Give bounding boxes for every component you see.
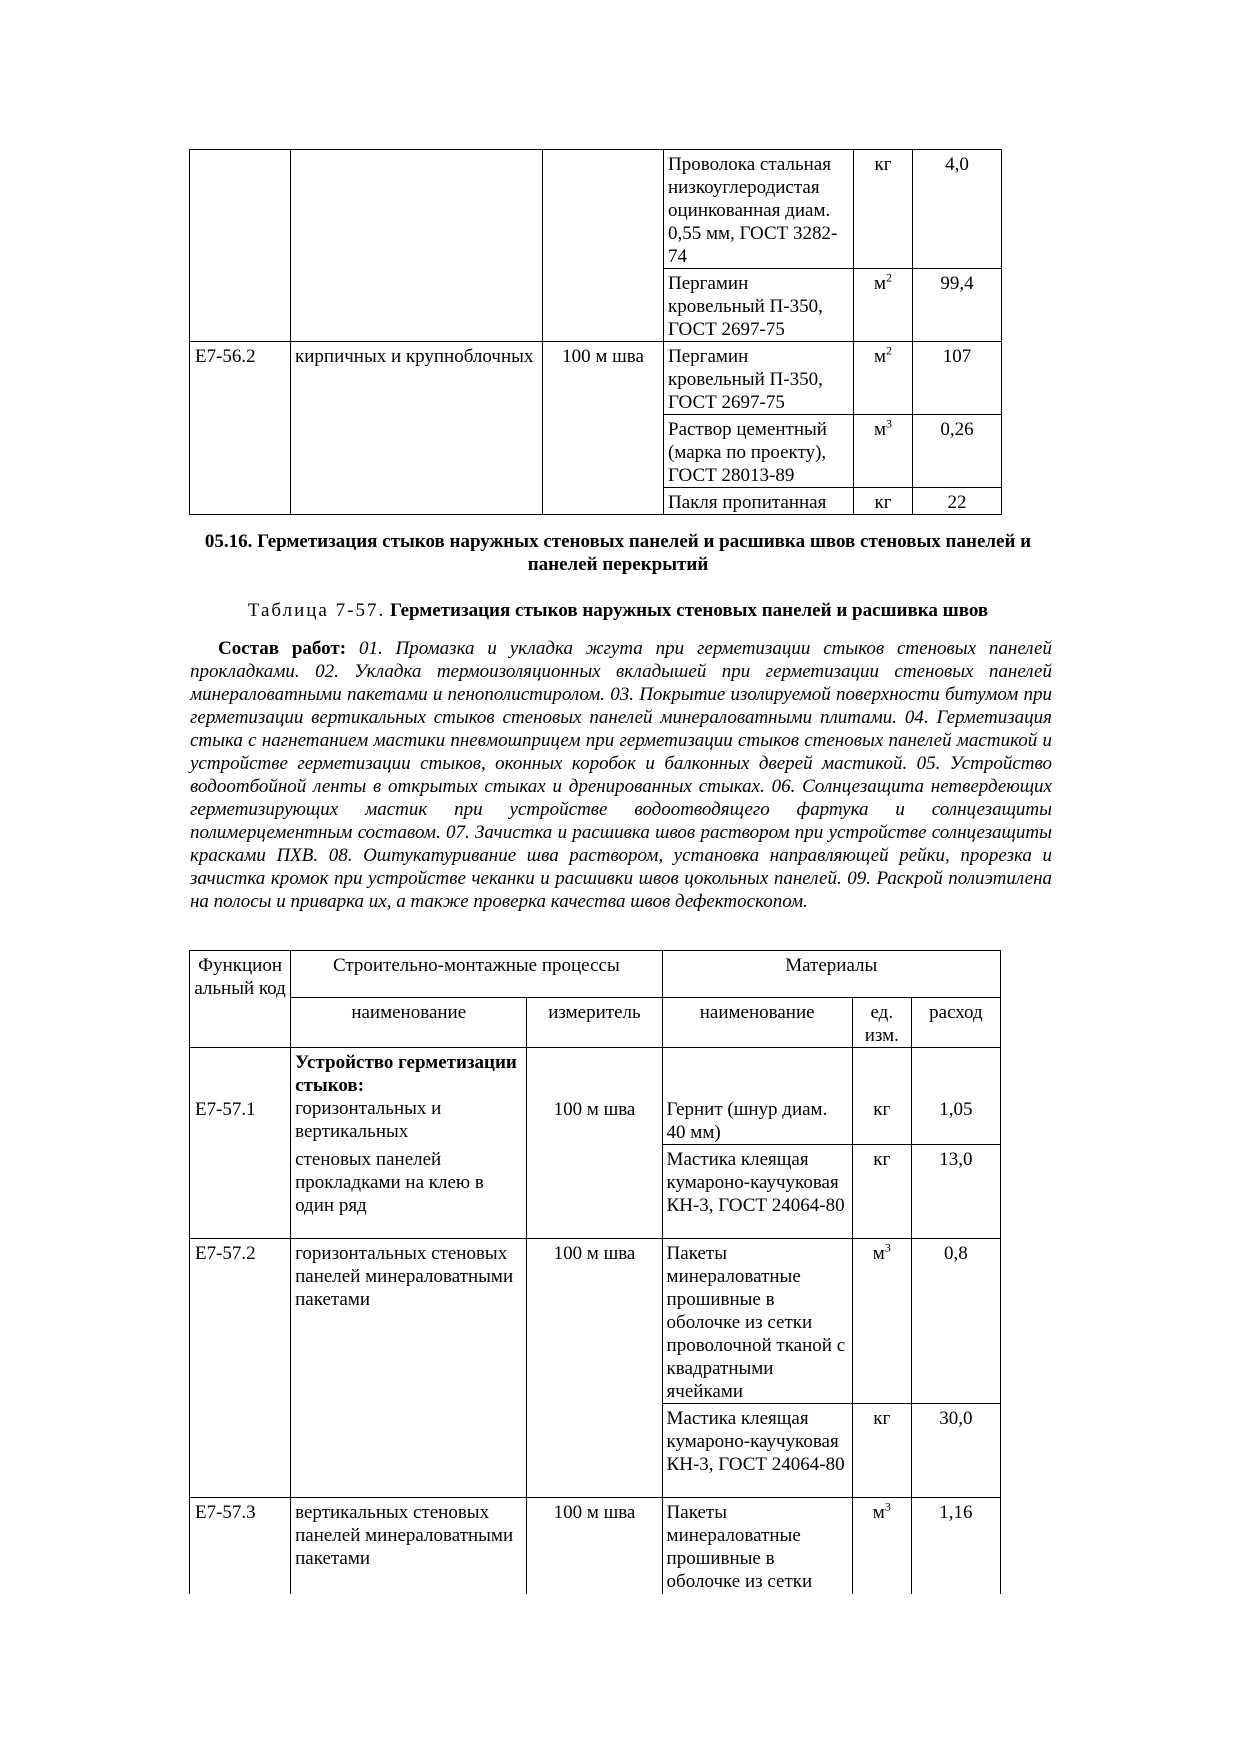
- table-caption: [190, 599, 1046, 622]
- table-row: [190, 269, 1002, 342]
- header-materials: Материалы: [662, 951, 1000, 998]
- table-row: [190, 1048, 1001, 1145]
- header-material-amount: расход: [911, 998, 1000, 1048]
- material-unit: кг: [854, 150, 913, 269]
- table-row: [190, 1404, 1001, 1498]
- table-row: [190, 415, 1002, 488]
- material-unit: $м^3$: [852, 1498, 911, 1594]
- table-cell: [291, 488, 543, 515]
- composition-lead: Состав работ:: [218, 638, 347, 659]
- table-cell: [543, 150, 664, 269]
- material-unit: кг: [852, 1145, 911, 1239]
- functional-code: Е7-57.2: [190, 1239, 291, 1404]
- table-cell: [543, 415, 664, 488]
- table-cell: [291, 415, 543, 488]
- material-amount: 0,26: [913, 415, 1002, 488]
- material-name: Пергамин кровельный П-350, ГОСТ 2697-75: [664, 269, 854, 342]
- table-row: [190, 1498, 1001, 1594]
- table-cell: [291, 1404, 527, 1498]
- continued-table: [189, 149, 1002, 515]
- material-amount: 0,8: [911, 1239, 1000, 1404]
- material-name: Мастика клеящая кумароно-каучуковая КН-3, ГОСТ 24064-80: [662, 1404, 852, 1498]
- material-unit: $м^3$: [854, 415, 913, 488]
- table-cell: [527, 1404, 662, 1498]
- table-cell: [190, 1404, 291, 1498]
- functional-code: Е7-56.2: [190, 342, 291, 415]
- table-caption-title: Герметизация стыков наружных стеновых панелей и расшивка швов: [389, 600, 989, 621]
- table-cell: [291, 150, 543, 269]
- table-row: [190, 342, 1002, 415]
- table-header-row: [190, 951, 1001, 998]
- header-material-name: наименование: [662, 998, 852, 1048]
- header-process-name: наименование: [291, 998, 527, 1048]
- functional-code: Е7-57.3: [190, 1498, 291, 1594]
- table-cell: [190, 269, 291, 342]
- material-amount: 1,05: [911, 1048, 1000, 1145]
- process-name-part: горизонтальных и вертикальных: [295, 1098, 442, 1142]
- process-name: горизонтальных стеновых панелей минераловатными пакетами: [291, 1239, 527, 1404]
- material-unit: кг: [854, 488, 913, 515]
- table-cell: [190, 1145, 291, 1239]
- table-row: [190, 1145, 1001, 1239]
- process-meter: 100 м шва: [527, 1048, 662, 1145]
- material-unit: $м^3$: [852, 1239, 911, 1404]
- header-material-unit: ед. изм.: [852, 998, 911, 1048]
- material-amount: 99,4: [913, 269, 1002, 342]
- material-unit: $м^2$: [854, 342, 913, 415]
- process-name-part: стеновых панелей прокладками на клею в один ряд: [291, 1145, 527, 1239]
- material-amount: 13,0: [911, 1145, 1000, 1239]
- functional-code: Е7-57.1: [190, 1048, 291, 1145]
- table-caption-label: Таблица 7-57.: [247, 600, 386, 621]
- process-meter: 100 м шва: [543, 342, 664, 415]
- table-cell: [190, 488, 291, 515]
- header-process-meter: измеритель: [527, 998, 662, 1048]
- material-amount: 107: [913, 342, 1002, 415]
- material-name: Раствор цементный (марка по проекту), ГОСТ 28013-89: [664, 415, 854, 488]
- process-name: [291, 1048, 527, 1145]
- table-row: [190, 150, 1002, 269]
- process-name: вертикальных стеновых панелей минераловатными пакетами: [291, 1498, 527, 1594]
- table-header-row: [190, 998, 1001, 1048]
- header-code: Функцион альный код: [190, 951, 291, 1048]
- table-row: [190, 1239, 1001, 1404]
- material-name: Пергамин кровельный П-350, ГОСТ 2697-75: [664, 342, 854, 415]
- material-unit: кг: [852, 1048, 911, 1145]
- table-cell: [190, 415, 291, 488]
- material-name: Гернит (шнур диам. 40 мм): [662, 1048, 852, 1145]
- process-name: кирпичных и крупноблочных: [291, 342, 543, 415]
- section-heading: 05.16. Герметизация стыков наружных стеновых панелей и расшивка швов стеновых панелей и панелей перекрытий: [204, 531, 1032, 575]
- material-unit: кг: [852, 1404, 911, 1498]
- table-cell: [190, 150, 291, 269]
- table-row: [190, 488, 1002, 515]
- material-amount: 22: [913, 488, 1002, 515]
- table-cell: [543, 488, 664, 515]
- process-meter: 100 м шва: [527, 1498, 662, 1594]
- group-title: Устройство герметизации стыков:: [295, 1052, 517, 1096]
- material-amount: 4,0: [913, 150, 1002, 269]
- composition-text: 01. Промазка и укладка жгута при герметизации стыков стеновых панелей прокладками. 02. Укладка термоизоляционных вкладышей при герметизации стеновых панелей минераловатными пакетами и пенополистиролом. 03. Покрытие изолируемой поверхности битумом при герметизации вертикальных стыков стеновых панелей минераловатными плитами. 04. Герметизация стыка с нагнетанием мастики пневмошприцем при герметизации стыков стеновых панелей мастикой и устройстве герметизации стыков, оконных коробок и балконных дверей мастикой. 05. Устройство водоотбойной ленты в открытых стыках и дренированных стыках. 06. Солнцезащита нетвердеющих герметизирующих мастик при устройстве водоотводящего фартука и солнцезащиты полимерцементным составом. 07. Зачистка и расшивка швов раствором при устройстве солнцезащиты красками ПХВ. 08. Оштукатуривание шва раствором, установка направляющей рейки, прорезка и зачистка кромок при устройстве чеканки и расшивки швов цокольных панелей. 09. Раскрой полиэтилена на полосы и приварка их, а также проверка качества швов дефектоскопом.: [190, 638, 1052, 912]
- material-name: Пакля пропитанная: [664, 488, 854, 515]
- material-amount: 1,16: [911, 1498, 1000, 1594]
- table-cell: [527, 1145, 662, 1239]
- material-name: Мастика клеящая кумароно-каучуковая КН-3, ГОСТ 24064-80: [662, 1145, 852, 1239]
- table-cell: [291, 269, 543, 342]
- header-processes: Строительно-монтажные процессы: [291, 951, 662, 998]
- material-name: Проволока стальная низкоуглеродистая оцинкованная диам. 0,55 мм, ГОСТ 3282-74: [664, 150, 854, 269]
- material-name: Пакеты минераловатные прошивные в оболочке из сетки проволочной тканой с квадратными ячейками: [662, 1239, 852, 1404]
- table-cell: [543, 269, 664, 342]
- composition-paragraph: [190, 637, 1052, 913]
- process-meter: 100 м шва: [527, 1239, 662, 1404]
- material-amount: 30,0: [911, 1404, 1000, 1498]
- material-name: Пакеты минераловатные прошивные в оболочке из сетки: [662, 1498, 852, 1594]
- norms-table: [189, 950, 1001, 1594]
- material-unit: $м^2$: [854, 269, 913, 342]
